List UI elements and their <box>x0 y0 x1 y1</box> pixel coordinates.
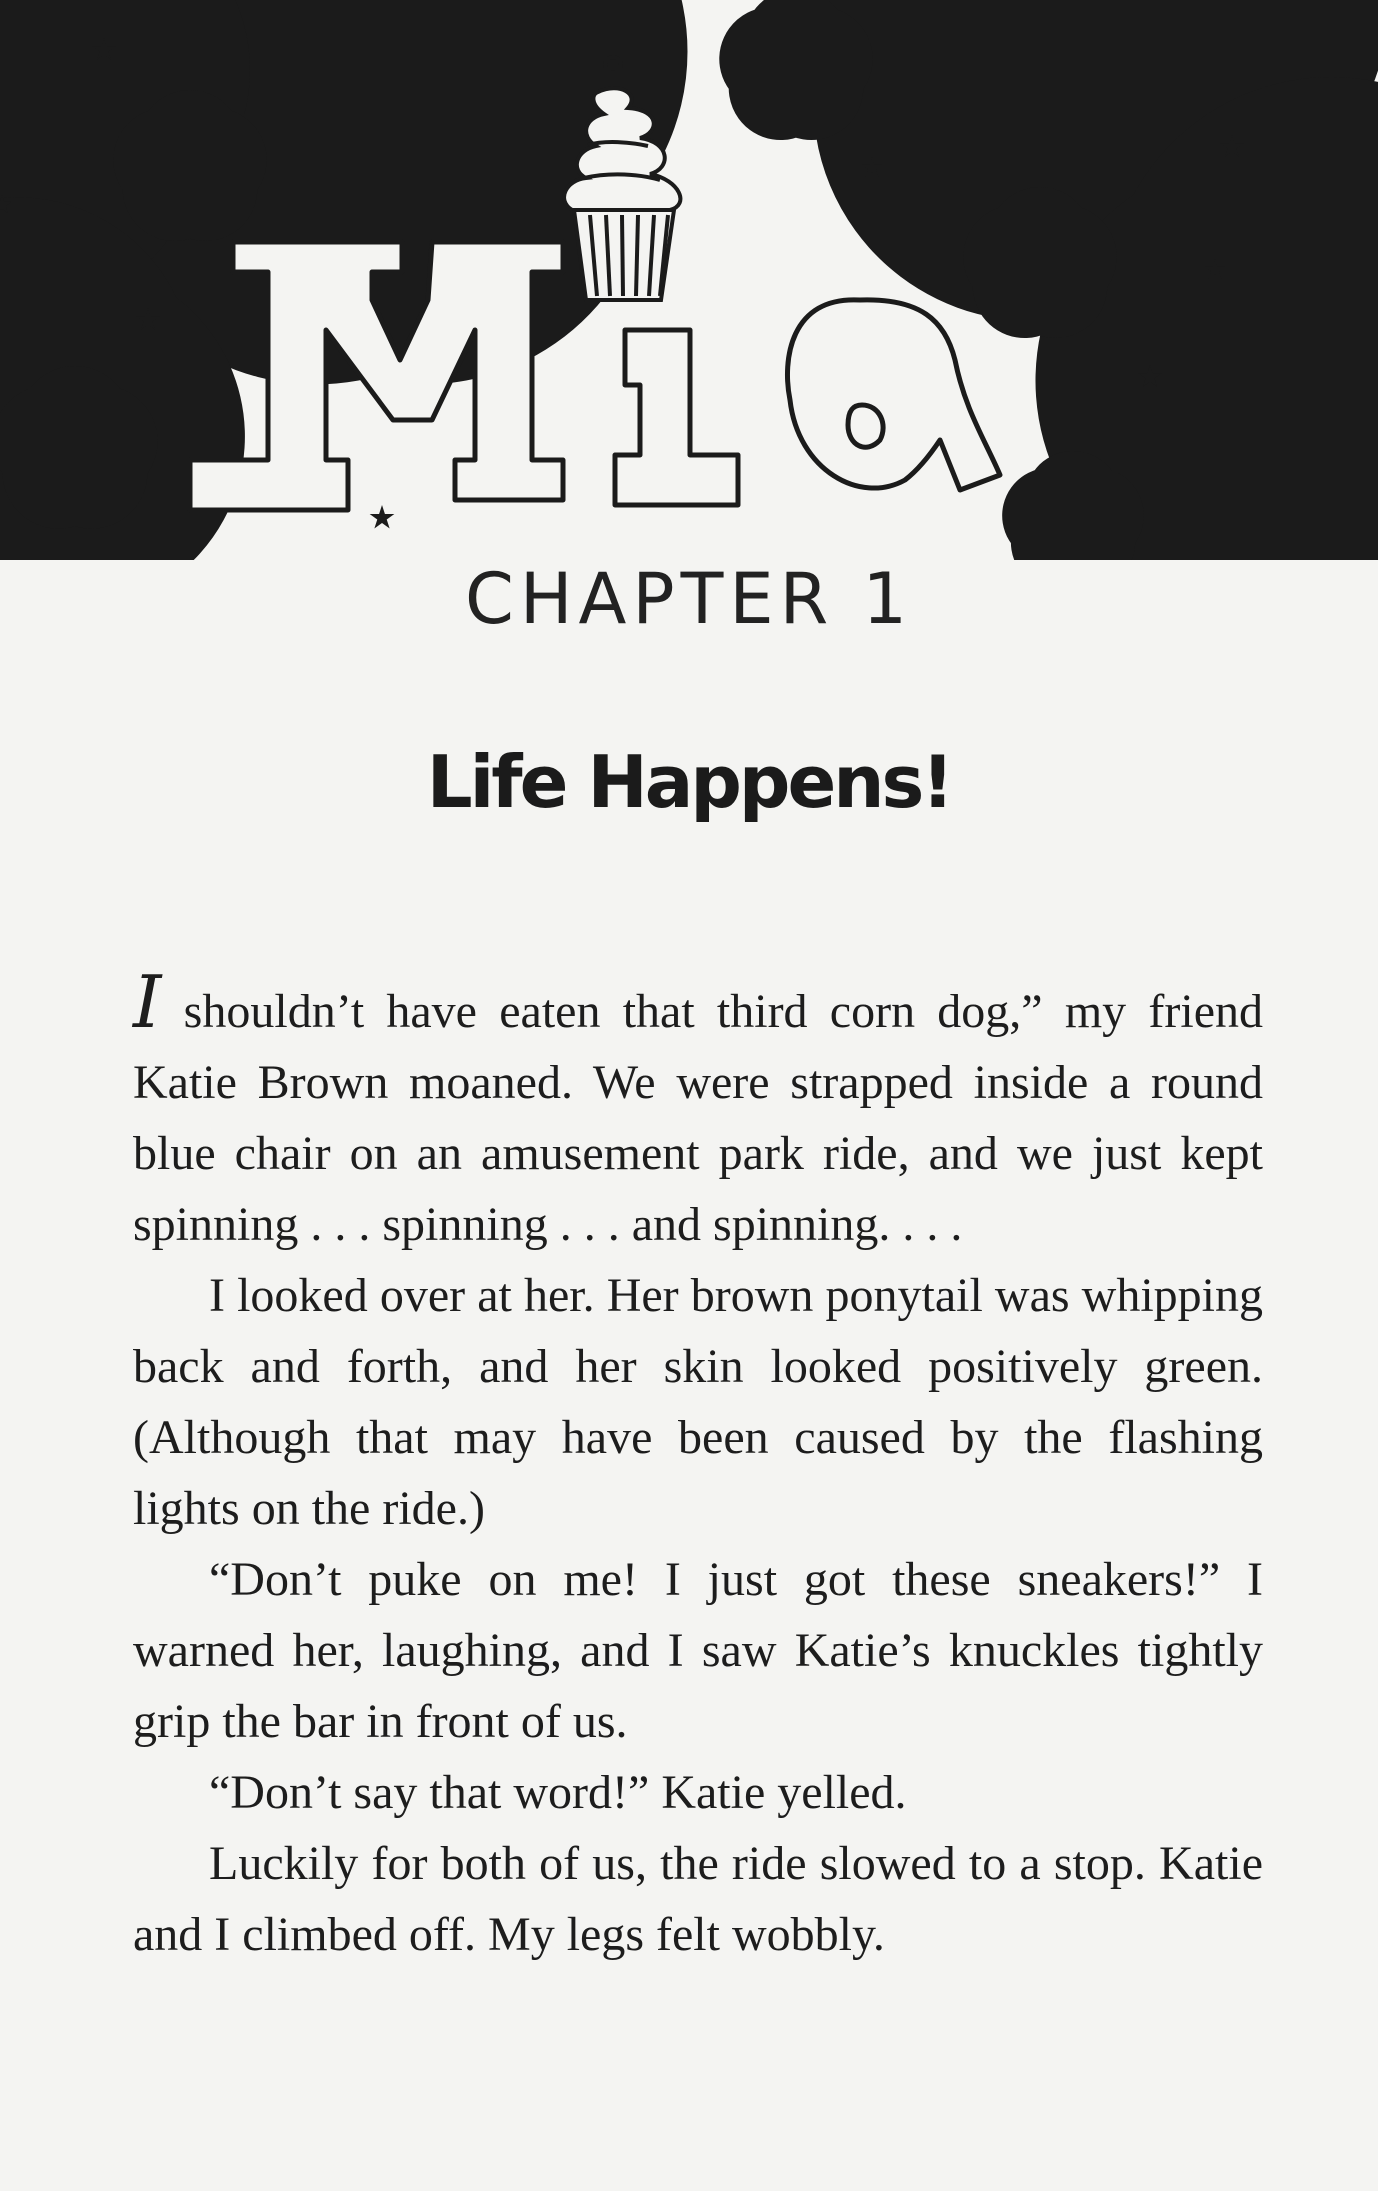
star-icon <box>771 41 820 88</box>
chapter-title: Life Happens! <box>426 740 952 824</box>
star-icon <box>1050 499 1096 542</box>
chapter-header-illustration <box>0 0 1378 560</box>
paragraph-2: I looked over at her. Her brown ponytail was whipping back and forth, and her skin looked positively green. (Although that may have been caused by the flashing lights on the ride.) <box>133 1269 1263 1535</box>
star-icon <box>282 0 457 154</box>
star-icon <box>370 505 395 529</box>
star-icon <box>1248 284 1378 479</box>
chapter-number: CHAPTER 1 <box>464 558 914 640</box>
paragraph-4: “Don’t say that word!” Katie yelled. <box>209 1766 907 1819</box>
star-icon <box>1015 239 1064 286</box>
star-icon <box>0 0 90 144</box>
chapter-body <box>133 960 1263 1970</box>
star-icon <box>165 142 214 189</box>
title-letter-i <box>615 330 738 505</box>
paragraph-3: “Don’t puke on me! I just got these sneakers!” I warned her, laughing, and I saw Katie’s knuckles tightly grip the bar in front of us. <box>133 1553 1263 1748</box>
paragraph-5: Luckily for both of us, the ride slowed to a stop. Katie and I climbed off. My legs felt wobbly. <box>133 1837 1263 1961</box>
star-icon <box>1001 0 1168 101</box>
title-letter-a <box>787 300 1000 490</box>
star-icon <box>48 422 101 473</box>
paragraph-1-text: shouldn’t have eaten that third corn dog,” my friend Katie Brown moaned. We were strapped inside a round blue chair on an amusement park ride, and we just kept spinning . . . spinning . . . and spinning. . . . <box>133 985 1263 1251</box>
paragraph-1 <box>133 960 1263 1260</box>
drop-cap: I <box>133 960 162 1044</box>
